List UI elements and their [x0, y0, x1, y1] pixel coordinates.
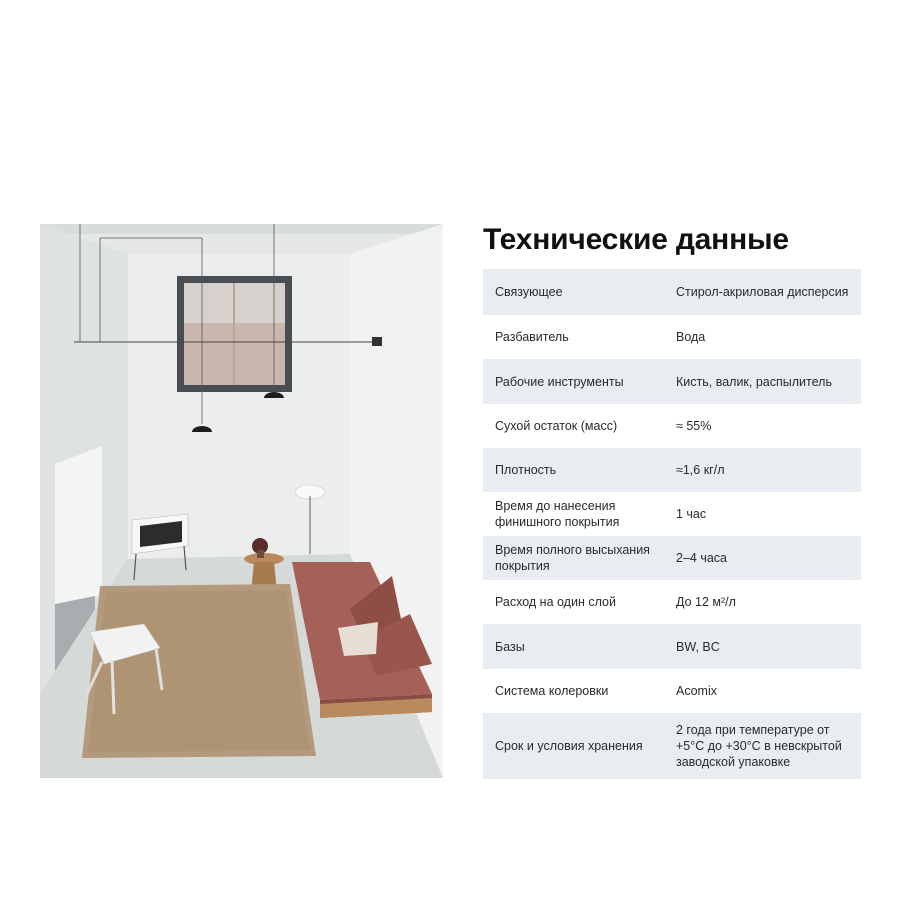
spec-label: Время полного высыхания покрытия: [483, 536, 664, 580]
spec-value: 2 года при температуре от +5°C до +30°C в невскрытой заводской упаковке: [664, 713, 861, 779]
interior-photo: [40, 224, 443, 778]
table-row: [483, 624, 861, 669]
table-row: [483, 492, 861, 536]
spec-value: Вода: [664, 315, 861, 359]
table-row: [483, 580, 861, 624]
spec-value: 1 час: [664, 492, 861, 536]
spec-label: Сухой остаток (масс): [483, 404, 664, 448]
table-row: [483, 359, 861, 404]
spec-label: Разбавитель: [483, 315, 664, 359]
spec-value: ≈ 55%: [664, 404, 861, 448]
table-row: [483, 536, 861, 580]
spec-value: До 12 м²/л: [664, 580, 861, 624]
spec-value: Кисть, валик, распылитель: [664, 359, 861, 404]
spec-label: Плотность: [483, 448, 664, 492]
spec-value: ≈1,6 кг/л: [664, 448, 861, 492]
table-row: [483, 448, 861, 492]
table-row: [483, 713, 861, 779]
table-row: [483, 269, 861, 315]
spec-label: Время до нанесения финишного покрытия: [483, 492, 664, 536]
spec-label: Связующее: [483, 269, 664, 315]
spec-label: Рабочие инструменты: [483, 359, 664, 404]
page-title: Технические данные: [483, 223, 789, 256]
table-row: [483, 669, 861, 713]
spec-value: BW, BC: [664, 624, 861, 669]
spec-value: Стирол-акриловая дисперсия: [664, 269, 861, 315]
spec-label: Базы: [483, 624, 664, 669]
spec-label: Расход на один слой: [483, 580, 664, 624]
spec-value: 2–4 часа: [664, 536, 861, 580]
spec-label: Система колеровки: [483, 669, 664, 713]
specs-table: [483, 269, 861, 779]
table-row: [483, 404, 861, 448]
spec-label: Срок и условия хранения: [483, 713, 664, 779]
spec-value: Acomix: [664, 669, 861, 713]
table-row: [483, 315, 861, 359]
